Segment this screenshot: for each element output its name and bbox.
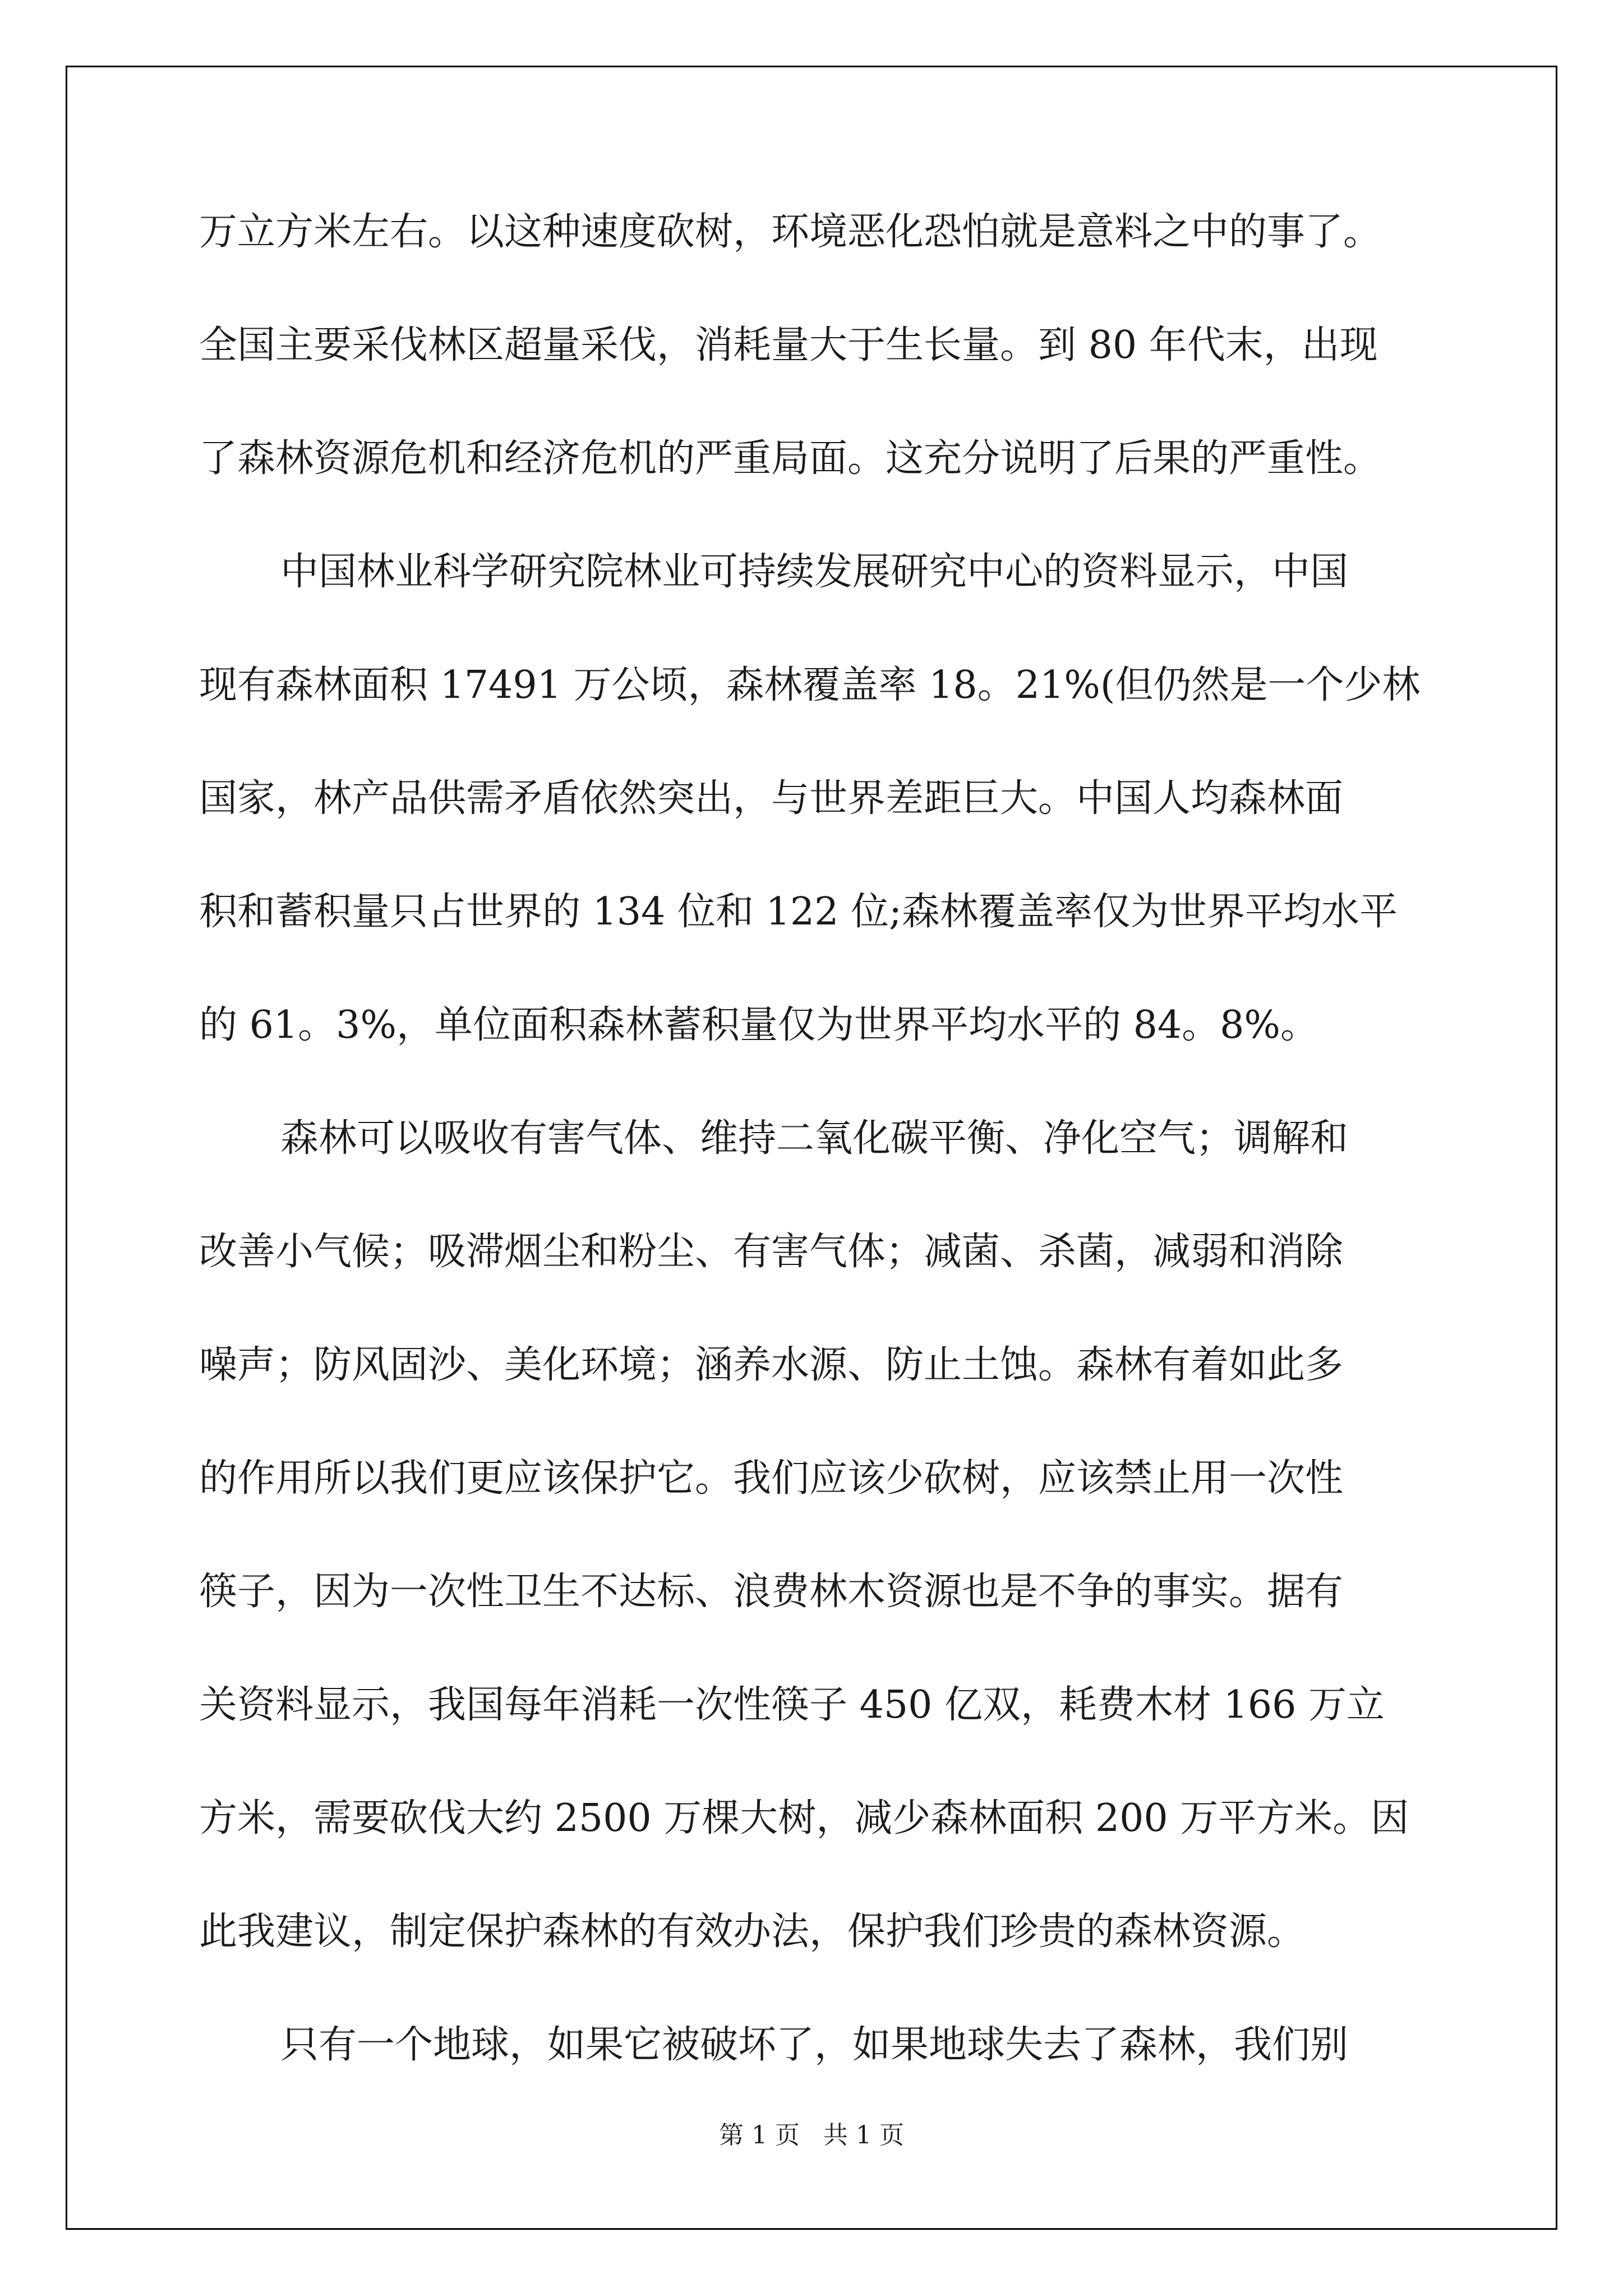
- text-line: 方米，需要砍伐大约 2500 万棵大树，减少森林面积 200 万平方米。因: [199, 1796, 1409, 1841]
- text-line: 筷子，因为一次性卫生不达标、浪费林木资源也是不争的事实。据有: [199, 1570, 1344, 1614]
- text-line: 的 61。3%，单位面积森林蓄积量仅为世界平均水平的 84。8%。: [199, 1003, 1319, 1047]
- paragraph-start-line: 中国林业科学研究院林业可持续发展研究中心的资料显示，中国: [280, 550, 1349, 594]
- text-line: 积和蓄积量只占世界的 134 位和 122 位;森林覆盖率仅为世界平均水平: [199, 890, 1398, 934]
- text-line: 全国主要采伐林区超量采伐，消耗量大于生长量。到 80 年代末，出现: [199, 323, 1378, 367]
- text-line: 万立方米左右。以这种速度砍树，环境恶化恐怕就是意料之中的事了。: [199, 210, 1382, 254]
- paragraph-start-line: 只有一个地球，如果它被破坏了，如果地球失去了森林，我们别: [280, 2023, 1349, 2067]
- text-line: 此我建议，制定保护森林的有效办法，保护我们珍贵的森林资源。: [199, 1910, 1306, 1954]
- page-footer: 第 1 页 共 1 页: [719, 2121, 904, 2150]
- text-line: 噪声；防风固沙、美化环境；涵养水源、防止土蚀。森林有着如此多: [199, 1343, 1344, 1387]
- text-line: 关资料显示，我国每年消耗一次性筷子 450 亿双，耗费木材 166 万立: [199, 1683, 1385, 1727]
- text-line: 现有森林面积 17491 万公顷，森林覆盖率 18。21%(但仍然是一个少林: [199, 663, 1421, 707]
- text-line: 改善小气候；吸滞烟尘和粉尘、有害气体；减菌、杀菌，减弱和消除: [199, 1230, 1344, 1274]
- paragraph-start-line: 森林可以吸收有害气体、维持二氧化碳平衡、净化空气；调解和: [280, 1116, 1349, 1161]
- text-line: 的作用所以我们更应该保护它。我们应该少砍树，应该禁止用一次性: [199, 1456, 1344, 1501]
- text-line: 了森林资源危机和经济危机的严重局面。这充分说明了后果的严重性。: [199, 436, 1382, 481]
- text-line: 国家，林产品供需矛盾依然突出，与世界差距巨大。中国人均森林面: [199, 776, 1344, 821]
